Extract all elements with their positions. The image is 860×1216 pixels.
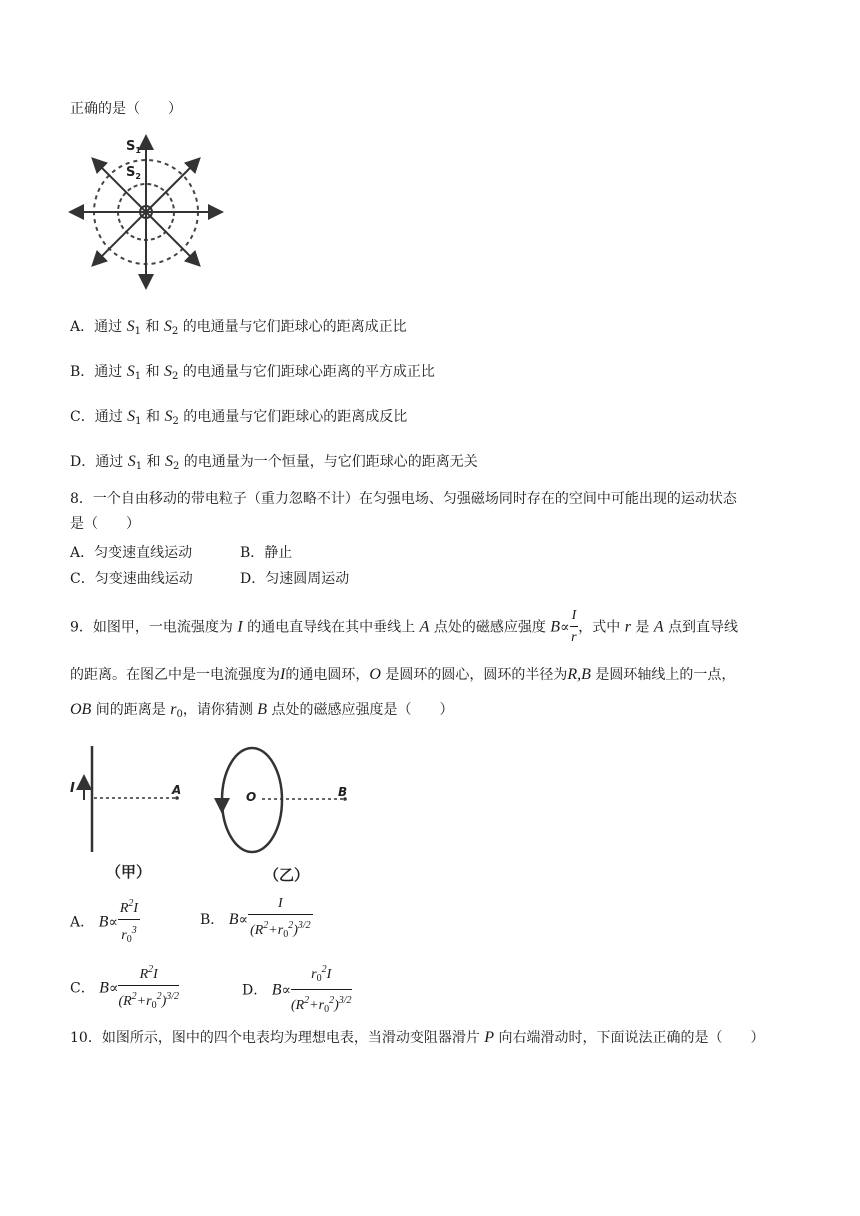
q7-option-d: D．通过 $S_1$ 和 $S_2$ 的电通量为一个恒量，与它们距球心的距离无关: [70, 453, 478, 472]
q7-stem-end: 正确的是（ ）: [70, 101, 182, 117]
fraction-option-d: $\frac{r_0^2I}{(R^2+r_0^2)^{3/2}}$: [291, 960, 352, 1021]
label-i: I: [70, 781, 75, 796]
q8-line1: 8．一个自由移动的带电粒子（重力忽略不计）在匀强电场、匀强磁场同时存在的空间中可能出现的运动状态: [70, 491, 737, 507]
caption-jia: （甲）: [106, 863, 152, 881]
label-o: O: [246, 790, 257, 804]
q7-option-c: C．通过 $S_1$ 和 $S_2$ 的电通量与它们距球心的距离成反比: [70, 408, 408, 427]
q9-option-c: C． B∝ $\frac{R^2I}{(R^2+r_0^2)^{3/2}}$: [70, 960, 179, 1017]
q9-option-b: B． B∝ $\frac{I}{(R^2+r_0^2)^{3/2}}$: [200, 894, 313, 946]
q8-option-a: A．匀变速直线运动: [70, 545, 193, 561]
q9-option-a: A． B∝ $\frac{R^2I}{r_0^3}$: [70, 894, 140, 951]
fraction-option-b: $\frac{I}{(R^2+r_0^2)^{3/2}}$: [248, 894, 313, 946]
q10-line: 10．如图所示，图中的四个电表均为理想电表，当滑动变阻器滑片 P 向右端滑动时，下面说法正确的是（ ）: [70, 1029, 765, 1046]
q8-option-b: B．静止: [240, 545, 293, 561]
label-s2: $S_2$: [126, 165, 141, 181]
label-s1: $S_1$: [126, 139, 141, 155]
caption-yi: （乙）: [264, 866, 310, 884]
wire-and-ring-diagram: [66, 740, 366, 885]
fraction-option-c: $\frac{R^2I}{(R^2+r_0^2)^{3/2}}$: [118, 960, 179, 1017]
q7-option-b: B．通过 $S_1$ 和 $S_2$ 的电通量与它们距球心距离的平方成正比: [70, 363, 435, 382]
fraction-i-over-r: $\frac{I}{r}$: [571, 608, 577, 645]
q8-option-c: C．匀变速曲线运动: [70, 571, 193, 587]
q8-line2: 是（ ）: [70, 516, 140, 532]
fraction-option-a: $\frac{R^2I}{r_0^3}$: [118, 894, 140, 951]
sphere-field-diagram: [68, 132, 228, 292]
q9-line3: OB 间的距离是 $r_0$，请你猜测 B 点处的磁感应强度是（ ）: [70, 701, 454, 720]
q8-option-d: D．匀速圆周运动: [240, 571, 350, 587]
q9-line1: 9．如图甲，一电流强度为 I 的通电直导线在其中垂线上 A 点处的磁感应强度 B∝ $\frac{I}{r}$ ，式中 r 是 A 点到直导线: [70, 606, 738, 649]
label-b: B: [338, 785, 348, 799]
label-a: A: [172, 783, 182, 797]
q9-option-d: D． B∝ $\frac{r_0^2I}{(R^2+r_0^2)^{3/2}}$: [242, 960, 352, 1021]
q9-line2: 的距离。在图乙中是一电流强度为I的通电圆环，O 是圆环的圆心，圆环的半径为R,B 是圆环轴线上的一点，: [70, 666, 736, 683]
q7-option-a: A．通过 $S_1$ 和 $S_2$ 的电通量与它们距球心的距离成正比: [70, 318, 407, 337]
